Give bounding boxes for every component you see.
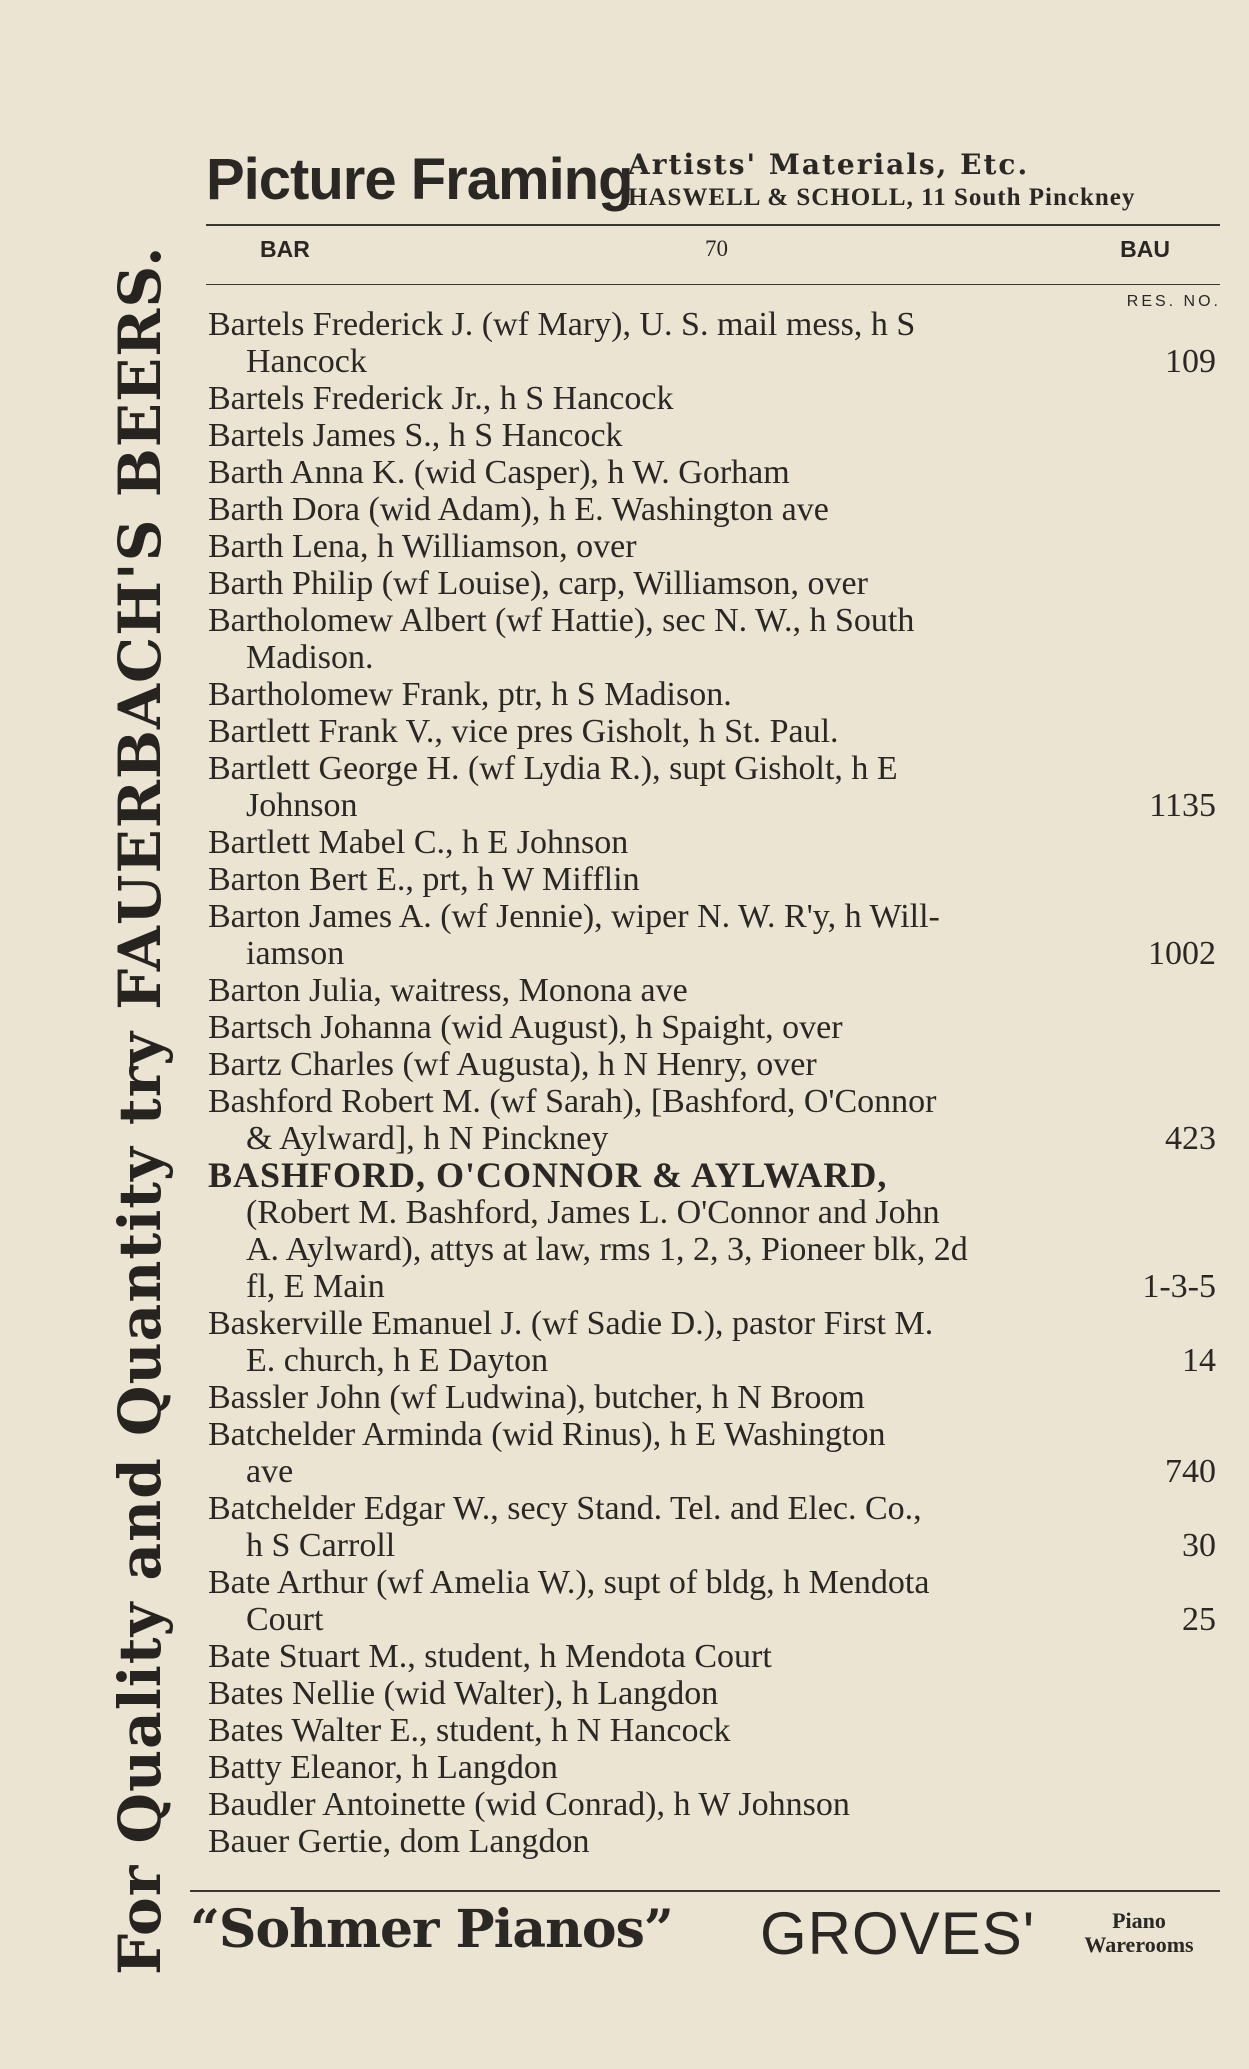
entry-continuation-text: A. Aylward), attys at law, rms 1, 2, 3, Pioneer blk, 2d: [246, 1231, 968, 1268]
header-rule: [206, 224, 1220, 226]
entry-continuation: [208, 935, 1216, 972]
groves-text: GROVES': [760, 1900, 1036, 1967]
side-advertisement: For Quality and Quantity try FAUERBACH'S BEERS.: [106, 245, 174, 1975]
entry-text: Bartholomew Frank, ptr, h S Madison.: [208, 676, 732, 713]
residence-number: 1-3-5: [1142, 1268, 1216, 1305]
entry-continuation: [208, 639, 1216, 676]
entry-continuation-text: Court: [246, 1601, 324, 1638]
entry-text: Bartlett Mabel C., h E Johnson: [208, 824, 629, 861]
entry-text: Barth Philip (wf Louise), carp, Williamson, over: [208, 565, 868, 602]
directory-entry: [208, 1786, 1216, 1823]
directory-entry: [208, 1305, 1216, 1379]
directory-entry: [208, 1712, 1216, 1749]
entry-text: Bartholomew Albert (wf Hattie), sec N. W., h South: [208, 602, 915, 639]
entry-continuation: [208, 343, 1216, 380]
directory-entry: [208, 1564, 1216, 1638]
entry-continuation-text: & Aylward], h N Pinckney: [246, 1120, 609, 1157]
entry-text: Bartels Frederick J. (wf Mary), U. S. mail mess, h S: [208, 306, 916, 343]
directory-entry: [208, 417, 1216, 454]
entry-text: Bates Nellie (wid Walter), h Langdon: [208, 1675, 719, 1712]
entry-continuation-text: Johnson: [246, 787, 358, 824]
entry-text: Bartz Charles (wf Augusta), h N Henry, over: [208, 1046, 817, 1083]
entry-text: Bartlett Frank V., vice pres Gisholt, h St. Paul.: [208, 713, 839, 750]
entry-continuation: [208, 1601, 1216, 1638]
entry-text: Bates Walter E., student, h N Hancock: [208, 1712, 731, 1749]
entry-continuation-text: iamson: [246, 935, 345, 972]
entry-continuation: [208, 1268, 1216, 1305]
directory-entry: [208, 898, 1216, 972]
sohmer-pianos-text: “Sohmer Pianos”: [190, 1899, 673, 1960]
directory-entry: [208, 528, 1216, 565]
entry-continuation: [208, 1231, 1216, 1268]
directory-entry: [208, 1157, 1216, 1305]
directory-entry: [208, 972, 1216, 1009]
entry-text: Barton James A. (wf Jennie), wiper N. W. R'y, h Will-: [208, 898, 940, 935]
directory-entry: [208, 1823, 1216, 1860]
entry-continuation: [208, 1453, 1216, 1490]
directory-entry: [208, 602, 1216, 676]
entry-text: Barth Anna K. (wid Casper), h W. Gorham: [208, 454, 790, 491]
residence-number: 423: [1165, 1120, 1216, 1157]
residence-number: 1135: [1149, 787, 1216, 824]
directory-entry: [208, 1638, 1216, 1675]
entry-text: Batty Eleanor, h Langdon: [208, 1749, 558, 1786]
entry-text: Bate Stuart M., student, h Mendota Court: [208, 1638, 772, 1675]
directory-entry: [208, 1379, 1216, 1416]
directory-entry: [208, 491, 1216, 528]
running-head-left: BAR: [260, 236, 310, 262]
directory-entry: [208, 454, 1216, 491]
entry-continuation-text: (Robert M. Bashford, James L. O'Connor and John: [246, 1194, 940, 1231]
entry-text: Baskerville Emanuel J. (wf Sadie D.), pastor First M.: [208, 1305, 934, 1342]
artists-materials-tagline: Artists' Materials, Etc.: [628, 148, 1030, 181]
running-head-rule: [206, 284, 1220, 285]
directory-entry: [208, 824, 1216, 861]
directory-entry: [208, 1083, 1216, 1157]
directory-entry: [208, 1749, 1216, 1786]
warerooms-label: Warerooms: [1084, 1932, 1194, 1957]
directory-entry: [208, 1009, 1216, 1046]
directory-entry: [208, 750, 1216, 824]
entry-text: Bartels James S., h S Hancock: [208, 417, 623, 454]
residence-number: 30: [1182, 1527, 1216, 1564]
entry-text: BASHFORD, O'CONNOR & AYLWARD,: [208, 1155, 888, 1195]
entry-text: Bartlett George H. (wf Lydia R.), supt Gisholt, h E: [208, 750, 898, 787]
footer-advertisement: [190, 1895, 1220, 1975]
entry-text: Bauer Gertie, dom Langdon: [208, 1823, 590, 1860]
entry-text: Barth Lena, h Williamson, over: [208, 528, 637, 565]
footer-rule: [190, 1890, 1220, 1892]
res-no-label: RES. NO.: [1126, 293, 1221, 310]
entry-text: Barton Julia, waitress, Monona ave: [208, 972, 688, 1009]
entry-text: Barth Dora (wid Adam), h E. Washington ave: [208, 491, 829, 528]
entry-text: Bartels Frederick Jr., h S Hancock: [208, 380, 674, 417]
entry-text: Bate Arthur (wf Amelia W.), supt of bldg, h Mendota: [208, 1564, 930, 1601]
residence-number: 14: [1182, 1342, 1216, 1379]
residence-number: 25: [1182, 1601, 1216, 1638]
entry-text: Bassler John (wf Ludwina), butcher, h N Broom: [208, 1379, 865, 1416]
directory-entries: [208, 306, 1216, 1860]
directory-entry: [208, 1490, 1216, 1564]
entry-continuation-text: ave: [246, 1453, 294, 1490]
entry-text: Batchelder Arminda (wid Rinus), h E Washington: [208, 1416, 886, 1453]
piano-label: Piano: [1112, 1908, 1166, 1933]
directory-entry: [208, 1416, 1216, 1490]
entry-continuation: [208, 1342, 1216, 1379]
residence-number: 109: [1165, 343, 1216, 380]
header-address: HASWELL & SCHOLL, 11 South Pinckney: [628, 184, 1136, 211]
entry-continuation: [208, 1120, 1216, 1157]
directory-entry: [208, 1675, 1216, 1712]
entry-continuation-text: Madison.: [246, 639, 374, 676]
entry-continuation: [208, 1194, 1216, 1231]
residence-number: 740: [1165, 1453, 1216, 1490]
entry-text: Bashford Robert M. (wf Sarah), [Bashford, O'Connor: [208, 1083, 937, 1120]
entry-text: Batchelder Edgar W., secy Stand. Tel. and Elec. Co.,: [208, 1490, 922, 1527]
entry-text: Baudler Antoinette (wid Conrad), h W Johnson: [208, 1786, 850, 1823]
directory-entry: [208, 565, 1216, 602]
directory-entry: [208, 861, 1216, 898]
entry-continuation: [208, 787, 1216, 824]
entry-text: Barton Bert E., prt, h W Mifflin: [208, 861, 640, 898]
residence-number: 1002: [1148, 935, 1216, 972]
entry-continuation: [208, 1527, 1216, 1564]
directory-entry: [208, 306, 1216, 380]
page-number: 70: [705, 236, 728, 261]
entry-text: Bartsch Johanna (wid August), h Spaight, over: [208, 1009, 843, 1046]
directory-entry: [208, 676, 1216, 713]
piano-warerooms: [1064, 1909, 1214, 1957]
picture-framing-title: Picture Framing: [206, 147, 633, 212]
header-advertisement: [206, 140, 1226, 220]
entry-continuation-text: h S Carroll: [246, 1527, 396, 1564]
entry-continuation-text: fl, E Main: [246, 1268, 385, 1305]
entry-continuation-text: Hancock: [246, 343, 367, 380]
entry-continuation-text: E. church, h E Dayton: [246, 1342, 549, 1379]
directory-entry: [208, 1046, 1216, 1083]
running-head-right: BAU: [1120, 236, 1170, 262]
directory-entry: [208, 380, 1216, 417]
directory-entry: [208, 713, 1216, 750]
